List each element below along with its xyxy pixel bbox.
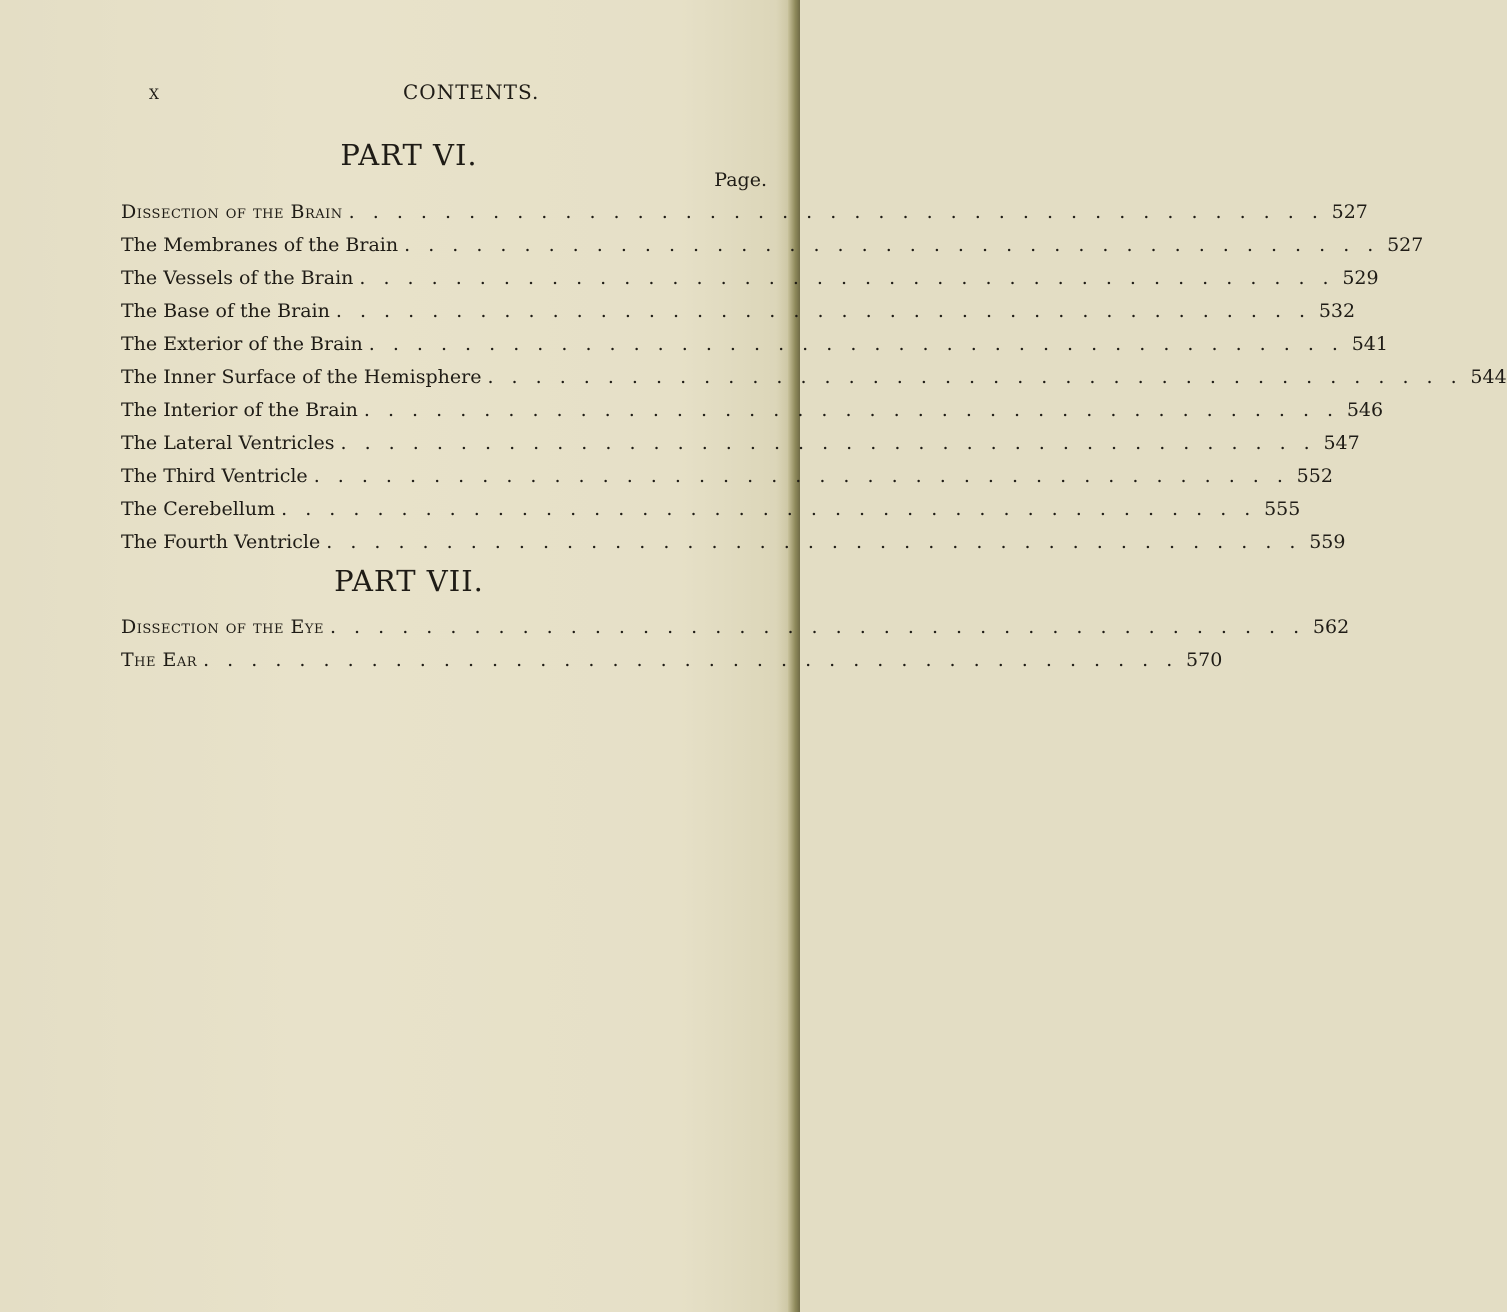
toc-entry-title: The Exterior of the Brain: [121, 333, 363, 355]
toc-entry-page: 547: [1323, 432, 1360, 454]
dot-leader: . . . . . . . . . . . . . . . . . . . . . . . . . . . . . . . . . . . . . . . . .: [340, 432, 1316, 454]
toc-entry-page: 541: [1351, 333, 1388, 355]
running-title: CONTENTS.: [403, 80, 540, 104]
toc-entry-title: The Cerebellum: [121, 498, 276, 520]
toc-entry-title: The Lateral Ventricles: [121, 432, 335, 454]
toc-entry-title: The Ear: [121, 649, 198, 671]
toc-entry: [121, 644, 1223, 677]
toc-entry-page: 562: [1312, 616, 1350, 638]
toc-entry: [121, 361, 1507, 394]
toc-entry: [121, 262, 1379, 295]
dot-leader: . . . . . . . . . . . . . . . . . . . . . . . . . . . . . . . . . . . . . . . . .: [329, 616, 1306, 638]
toc-entry: [121, 295, 1356, 328]
toc-entry-title: The Fourth Ventricle: [121, 531, 321, 553]
toc-entry-title: The Inner Surface of the Hemisphere: [121, 366, 482, 388]
toc-entry-page: 555: [1264, 498, 1301, 520]
dot-leader: . . . . . . . . . . . . . . . . . . . . . . . . . . . . . . . . . . . . . . . . .: [203, 649, 1179, 671]
dot-leader: . . . . . . . . . . . . . . . . . . . . . . . . . . . . . . . . . . . . . . . . .: [326, 531, 1302, 553]
part-title-vii: PART VII.: [334, 564, 484, 598]
toc-entry: [121, 611, 1350, 644]
toc-entry-page: 529: [1342, 267, 1379, 289]
toc-entry-title: The Membranes of the Brain: [121, 234, 399, 256]
toc-entry: [121, 526, 1346, 559]
dot-leader: . . . . . . . . . . . . . . . . . . . . . . . . . . . . . . . . . . . . . . . . .: [281, 498, 1257, 520]
toc-entry-page: 552: [1296, 465, 1333, 487]
toc-entry: [121, 394, 1384, 427]
toc-entry-title: The Vessels of the Brain: [121, 267, 354, 289]
dot-leader: . . . . . . . . . . . . . . . . . . . . . . . . . . . . . . . . . . . . . . . . .: [363, 399, 1340, 421]
dot-leader: . . . . . . . . . . . . . . . . . . . . . . . . . . . . . . . . . . . . . . . . .: [348, 201, 1324, 223]
toc-entry-title: The Third Ventricle: [121, 465, 308, 487]
dot-leader: . . . . . . . . . . . . . . . . . . . . . . . . . . . . . . . . . . . . . . . . .: [313, 465, 1289, 487]
toc-entry-title: Dissection of the Brain: [121, 201, 343, 223]
toc-entry: [121, 328, 1388, 361]
page-column-label: Page.: [714, 169, 767, 191]
toc-entry-title: Dissection of the Eye: [121, 616, 324, 638]
toc-entry-page: 546: [1346, 399, 1384, 421]
toc-part-vii: [121, 611, 1350, 677]
toc-entry-page: 532: [1318, 300, 1356, 322]
toc-entry-page: 527: [1331, 201, 1368, 223]
toc-entry: [121, 229, 1424, 262]
toc-entry: [121, 427, 1360, 460]
toc-entry: [121, 493, 1301, 526]
toc-entry-title: The Base of the Brain: [121, 300, 330, 322]
toc-entry: [121, 460, 1333, 493]
toc-entry: [121, 196, 1368, 229]
toc-entry-title: The Interior of the Brain: [121, 399, 358, 421]
toc-entry-page: 559: [1309, 531, 1346, 553]
part-title-vi: PART VI.: [340, 138, 478, 172]
toc-entry-page: 570: [1186, 649, 1223, 671]
toc-part-vi: [121, 196, 1507, 559]
dot-leader: . . . . . . . . . . . . . . . . . . . . . . . . . . . . . . . . . . . . . . . . .: [335, 300, 1312, 322]
toc-entry-page: 544: [1470, 366, 1507, 388]
dot-leader: . . . . . . . . . . . . . . . . . . . . . . . . . . . . . . . . . . . . . . . . .: [359, 267, 1335, 289]
toc-entry-page: 527: [1387, 234, 1424, 256]
dot-leader: . . . . . . . . . . . . . . . . . . . . . . . . . . . . . . . . . . . . . . . . .: [487, 366, 1463, 388]
folio: x: [149, 80, 160, 104]
dot-leader: . . . . . . . . . . . . . . . . . . . . . . . . . . . . . . . . . . . . . . . . .: [404, 234, 1380, 256]
running-header: [0, 80, 800, 110]
dot-leader: . . . . . . . . . . . . . . . . . . . . . . . . . . . . . . . . . . . . . . . . .: [368, 333, 1344, 355]
